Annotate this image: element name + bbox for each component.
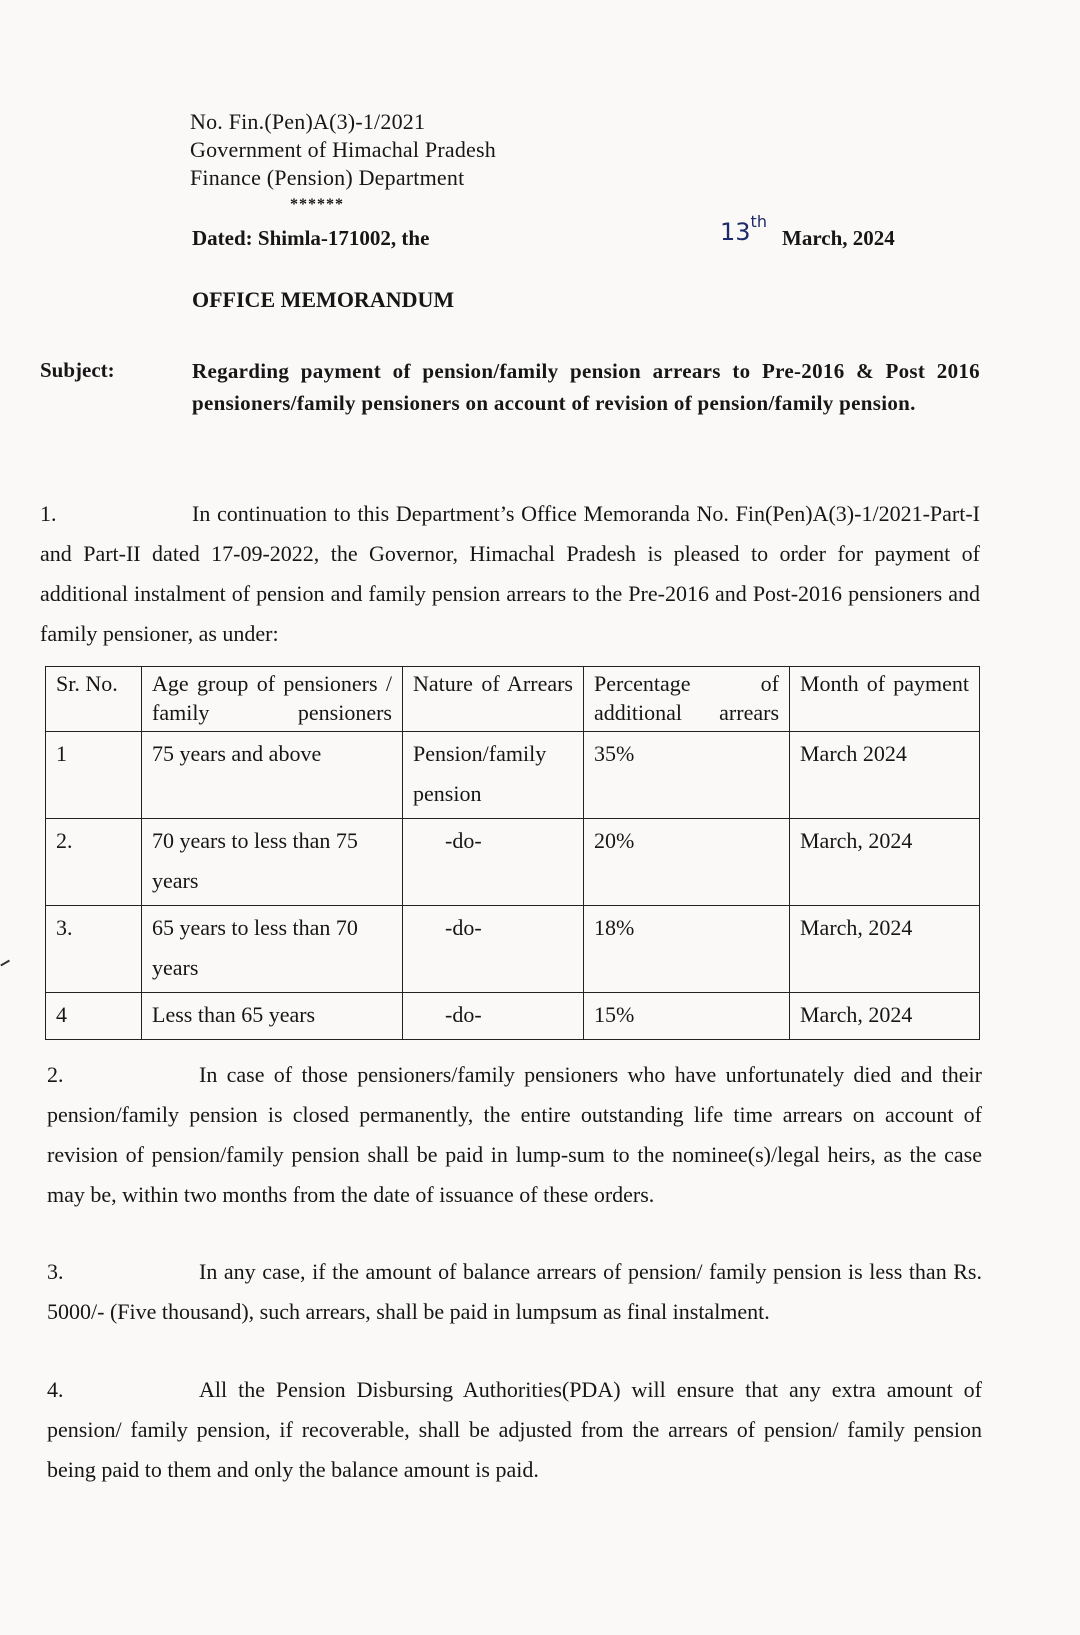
table-header-row	[46, 667, 980, 732]
table-row	[46, 993, 980, 1040]
header-nature: Nature of Arrears	[403, 667, 584, 732]
cell-month: March 2024	[790, 732, 980, 819]
table-row	[46, 819, 980, 906]
paragraph-text: In case of those pensioners/family pensioners who have unfortunately died and their pension/family pension is closed permanently, the entire outstanding life time arrears on account of revision of pension/family pension shall be paid in lump-sum to the nominee(s)/legal heirs, as the case may be, within two months from the date of issuance of these orders.	[47, 1062, 982, 1207]
handwritten-date	[720, 212, 767, 246]
cell-sr: 3.	[46, 906, 142, 993]
paragraph-number: 4.	[47, 1377, 64, 1402]
handwritten-suffix: th	[750, 212, 767, 231]
cell-age: 75 years and above	[142, 732, 403, 819]
cell-percentage: 35%	[584, 732, 790, 819]
paragraph-text: In continuation to this Department’s Office Memoranda No. Fin(Pen)A(3)-1/2021-Part-I and Part-II dated 17-09-2022, the Governor, Himachal Pradesh is pleased to order for payment of additional instalment of pension and family pension arrears to the Pre-2016 and Post-2016 pensioners and family pensioner, as under:	[40, 501, 980, 646]
cell-age: Less than 65 years	[142, 993, 403, 1040]
memorandum-title: OFFICE MEMORANDUM	[192, 287, 455, 312]
cell-nature: -do-	[403, 906, 584, 993]
paragraph-1	[40, 494, 980, 654]
header-percentage: Percentage of additional arrears	[584, 667, 790, 732]
cell-nature: Pension/family pension	[403, 732, 584, 819]
table-row	[46, 732, 980, 819]
cell-sr: 4	[46, 993, 142, 1040]
dated-label: Dated: Shimla-171002, the	[192, 226, 430, 250]
subject-text: Regarding payment of pension/family pension arrears to Pre-2016 & Post 2016 pensioners/family pensioners on account of revision of pension/family pension.	[192, 359, 980, 415]
paragraph-number: 2.	[47, 1062, 64, 1087]
header-sr-no: Sr. No.	[46, 667, 142, 732]
paragraph-text: All the Pension Disbursing Authorities(PDA) will ensure that any extra amount of pension/ family pension, if recoverable, shall be adjusted from the arrears of pension/ family pension being paid to them and only the balance amount is paid.	[47, 1377, 982, 1482]
header-separator: ******	[290, 196, 344, 213]
cell-nature: -do-	[403, 993, 584, 1040]
handwritten-day: 13	[720, 218, 751, 246]
cell-nature: -do-	[403, 819, 584, 906]
file-number: No. Fin.(Pen)A(3)-1/2021	[190, 109, 426, 134]
header-month: Month of payment	[790, 667, 980, 732]
header-age-group: Age group of pensioners / family pensioners	[142, 667, 403, 732]
cell-month: March, 2024	[790, 906, 980, 993]
table-row	[46, 906, 980, 993]
cell-month: March, 2024	[790, 819, 980, 906]
cell-age: 65 years to less than 70 years	[142, 906, 403, 993]
paragraph-number: 1.	[40, 501, 57, 526]
subject-label: Subject:	[40, 358, 115, 382]
paragraph-text: In any case, if the amount of balance arrears of pension/ family pension is less than Rs. 5000/- (Five thousand), such arrears, shall be paid in lumpsum as final instalment.	[47, 1259, 982, 1324]
cell-percentage: 20%	[584, 819, 790, 906]
department-name: Finance (Pension) Department	[190, 165, 465, 190]
cell-sr: 2.	[46, 819, 142, 906]
cell-month: March, 2024	[790, 993, 980, 1040]
paragraph-4	[47, 1370, 982, 1490]
cell-percentage: 15%	[584, 993, 790, 1040]
paragraph-3	[47, 1252, 982, 1332]
margin-pen-mark	[0, 960, 9, 966]
arrears-table	[45, 666, 980, 1040]
cell-age: 70 years to less than 75 years	[142, 819, 403, 906]
cell-sr: 1	[46, 732, 142, 819]
date-month-year: March, 2024	[782, 226, 895, 250]
cell-percentage: 18%	[584, 906, 790, 993]
government-name: Government of Himachal Pradesh	[190, 137, 496, 162]
paragraph-2	[47, 1055, 982, 1215]
paragraph-number: 3.	[47, 1259, 64, 1284]
